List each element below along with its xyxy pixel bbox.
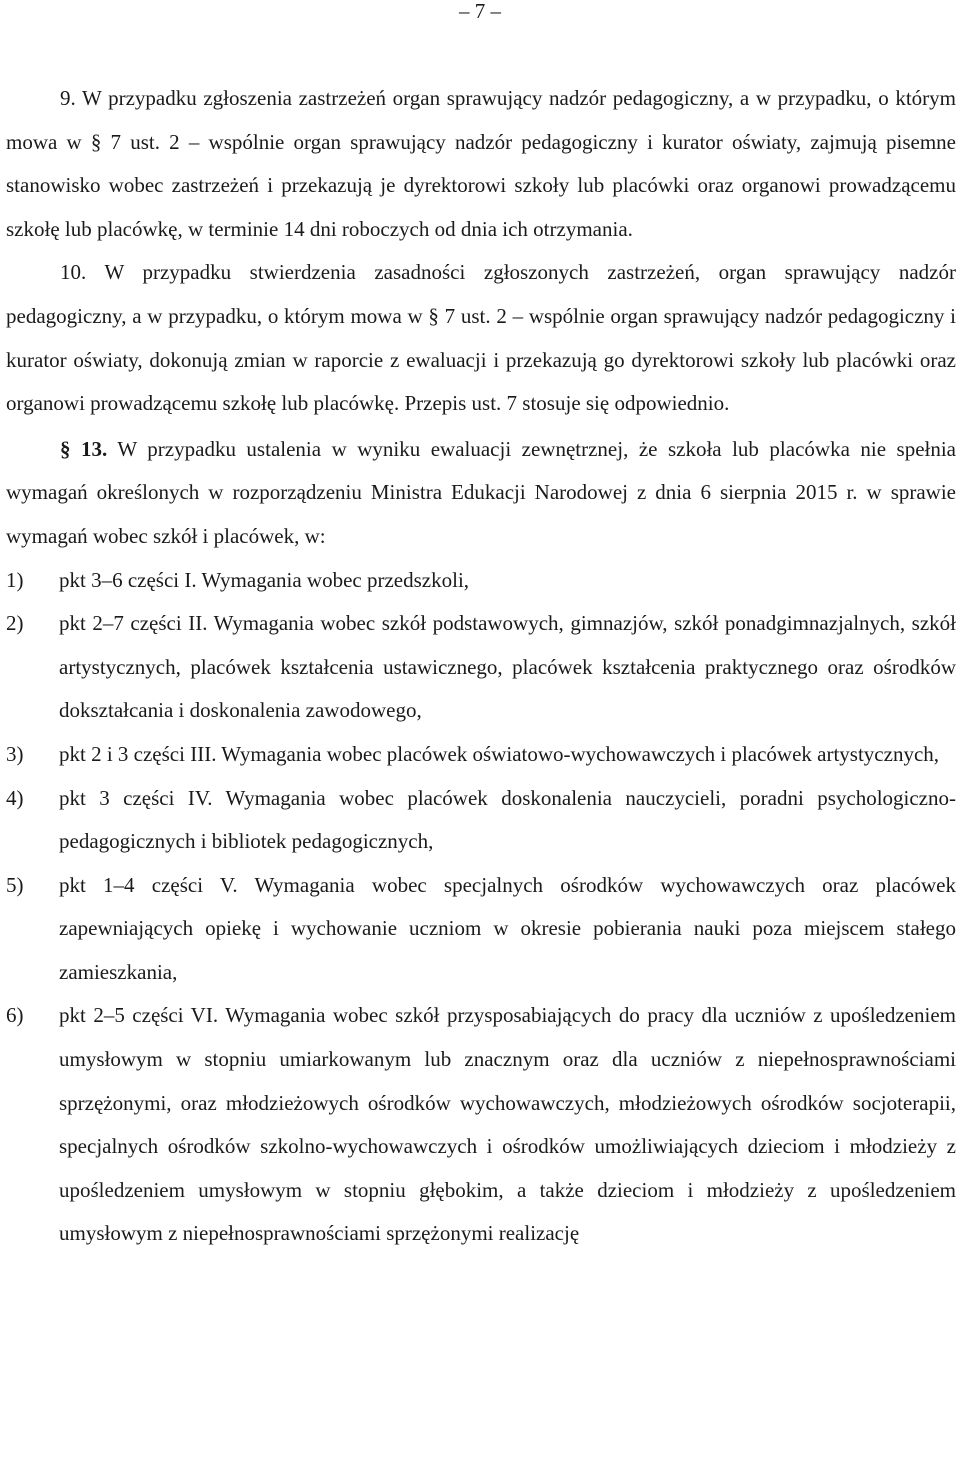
section-13-text: W przypadku ustalenia w wyniku ewaluacji zewnętrznej, że szkoła lub placówka nie spełnia wymagań określonych w rozporządzeniu Ministra Edukacji Narodowej z dnia 6 sierpnia 2015 r. w sprawie wymagań wobec szkół i placówek, w: bbox=[6, 436, 957, 548]
section-13-number: § 13. bbox=[60, 436, 108, 461]
list-item-number: 5) bbox=[6, 872, 24, 897]
section-13 bbox=[6, 428, 956, 559]
paragraph-10: 10. W przypadku stwierdzenia zasadności zgłoszonych zastrzeżeń, organ sprawujący nadzór pedagogiczny, a w przypadku, o którym mowa w § 7 ust. 2 – wspólnie organ sprawujący nadzór pedagogiczny i kurator oświaty, dokonują zmian w raporcie z ewaluacji i przekazują go dyrektorowi szkoły lub placówki oraz organowi prowadzącemu szkołę lub placówkę. Przepis ust. 7 stosuje się odpowiednio. bbox=[6, 260, 956, 416]
list-item-number: 6) bbox=[6, 1003, 24, 1028]
list-item-text: pkt 2–5 części VI. Wymagania wobec szkół przysposabiających do pracy dla uczniów z upośledzeniem umysłowym w stopniu umiarkowanym lub znacznym oraz dla uczniów z niepełnosprawnościami sprzężonymi, oraz młodzieżowych ośrodków wychowawczych, młodzieżowych ośrodków socjoterapii, specjalnych ośrodków szkolno-wychowawczych i ośrodków umożliwiających dzieciom i młodzieży z upośledzeniem umysłowym w stopniu głębokim, a także dzieciom i młodzieży z upośledzeniem umysłowym z niepełnosprawnościami sprzężonymi realizację bbox=[59, 1003, 956, 1246]
list-item bbox=[6, 602, 956, 733]
list-item-text: pkt 1–4 części V. Wymagania wobec specjalnych ośrodków wychowawczych oraz placówek zapewniających opiekę i wychowanie uczniom w okresie pobierania nauki poza miejscem stałego zamieszkania, bbox=[59, 872, 956, 984]
list-item-number: 3) bbox=[6, 741, 24, 766]
requirements-list bbox=[6, 559, 956, 1257]
list-item-text: pkt 3–6 części I. Wymagania wobec przedszkoli, bbox=[59, 567, 470, 592]
list-item-number: 1) bbox=[6, 567, 24, 592]
document-body bbox=[6, 77, 956, 1256]
list-item bbox=[6, 559, 956, 603]
list-item-number: 2) bbox=[6, 611, 24, 636]
list-item bbox=[6, 777, 956, 864]
list-item-text: pkt 2 i 3 części III. Wymagania wobec placówek oświatowo-wychowawczych i placówek artystycznych, bbox=[59, 741, 940, 766]
list-item bbox=[6, 864, 956, 995]
list-item-text: pkt 3 części IV. Wymagania wobec placówek doskonalenia nauczycieli, poradni psychologiczno-pedagogicznych i bibliotek pedagogicznych, bbox=[59, 785, 956, 854]
list-item bbox=[6, 994, 956, 1256]
paragraph-9: 9. W przypadku zgłoszenia zastrzeżeń organ sprawujący nadzór pedagogiczny, a w przypadku, o którym mowa w § 7 ust. 2 – wspólnie organ sprawujący nadzór pedagogiczny i kurator oświaty, zajmują pisemne stanowisko wobec zastrzeżeń i przekazują je dyrektorowi szkoły lub placówki oraz organowi prowadzącemu szkołę lub placówkę, w terminie 14 dni roboczych od dnia ich otrzymania. bbox=[6, 86, 956, 241]
page-number: – 7 – bbox=[459, 0, 501, 23]
list-item bbox=[6, 733, 956, 777]
list-item-text: pkt 2–7 części II. Wymagania wobec szkół podstawowych, gimnazjów, szkół ponadgimnazjalnych, szkół artystycznych, placówek kształcenia ustawicznego, placówek kształcenia praktycznego oraz ośrodków dokształcania i doskonalenia zawodowego, bbox=[59, 611, 956, 723]
list-item-number: 4) bbox=[6, 785, 24, 810]
